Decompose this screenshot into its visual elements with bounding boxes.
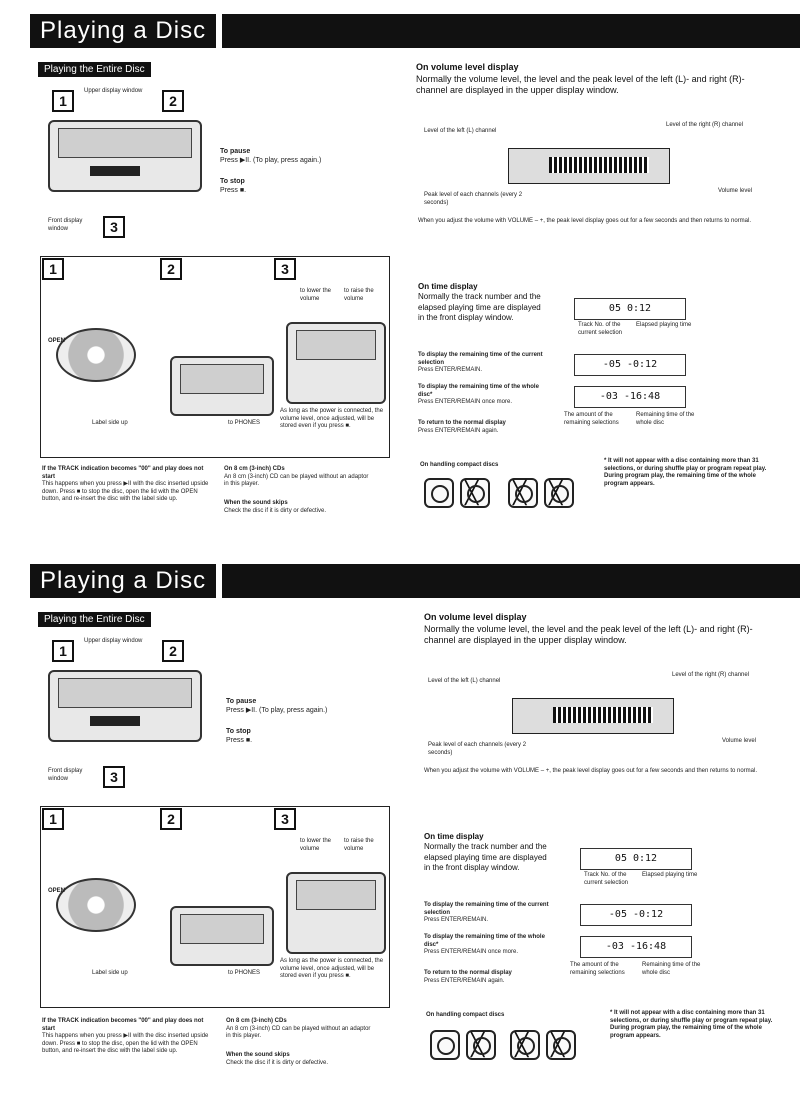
footnote: * It will not appear with a disc containing more than 31 selections, or during shuffle play or program repeat play. During program play, the remaining time of the whole program appears. xyxy=(610,1010,773,1039)
lower-volume-label: to lower the volume xyxy=(300,838,332,852)
step-box-1-badge: 1 xyxy=(42,808,64,830)
volume-meter-illustration xyxy=(508,148,670,184)
track-no-label: Track No. of the current selection xyxy=(584,872,629,886)
page-title: Playing a Disc xyxy=(30,14,222,48)
time-display-heading: On time display xyxy=(424,832,484,841)
volume-level-heading: On volume level display xyxy=(416,62,519,72)
title-bar xyxy=(30,14,800,48)
stop-block xyxy=(226,728,396,746)
skips-heading: When the sound skips xyxy=(226,1052,290,1058)
pause-heading: To pause xyxy=(220,148,251,155)
lcd-remaining-disc: -03 -16:48 xyxy=(574,386,686,408)
eight-cm-heading: On 8 cm (3-inch) CDs xyxy=(226,1018,287,1024)
volume-meter-illustration xyxy=(512,698,674,734)
front-display-label: Front display window xyxy=(48,768,83,782)
pause-text: Press ▶II. (To play, press again.) xyxy=(226,706,328,714)
lcd-remaining-track: -05 -0:12 xyxy=(580,904,692,926)
track-indication-text: This happens when you press ▶II with the disc inserted upside down. Press ■ to stop the disc, open the lid with the OPEN button, and re-insert the disc with the label side up. xyxy=(42,1033,209,1054)
phones-label: to PHONES xyxy=(228,420,261,426)
cd-player-illustration xyxy=(48,120,202,192)
remaining-whole-label: Remaining time of the whole disc xyxy=(642,962,701,976)
page-half-bottom xyxy=(0,560,800,1120)
remaining-disc-press: Press ENTER/REMAIN once more. xyxy=(424,949,519,955)
page-title: Playing a Disc xyxy=(30,564,222,598)
stop-text: Press ■. xyxy=(220,186,247,194)
skips-heading: When the sound skips xyxy=(224,500,288,506)
left-channel-label: Level of the left (L) channel xyxy=(428,678,501,684)
volume-control-illustration xyxy=(286,322,386,404)
skips-block xyxy=(224,500,374,515)
no-touch-icon xyxy=(466,1030,496,1060)
track-indication-block xyxy=(42,1018,212,1056)
player-closed-illustration xyxy=(170,906,274,966)
pause-text: Press ▶II. (To play, press again.) xyxy=(220,156,322,164)
step-3-badge: 3 xyxy=(103,216,125,238)
eight-cm-block xyxy=(224,466,374,489)
step-1-badge: 1 xyxy=(52,90,74,112)
right-channel-label: Level of the right (R) channel xyxy=(666,122,744,128)
no-label-icon xyxy=(510,1030,540,1060)
lcd-normal: 05 0:12 xyxy=(580,848,692,870)
player-closed-illustration xyxy=(170,356,274,416)
remaining-disc-block xyxy=(424,934,554,957)
step-2-badge: 2 xyxy=(162,640,184,662)
skips-text: Check the disc if it is dirty or defective. xyxy=(224,507,327,514)
lcd-remaining-disc: -03 -16:48 xyxy=(580,936,692,958)
right-channel-label: Level of the right (R) channel xyxy=(672,672,750,678)
title-bar xyxy=(30,564,800,598)
volume-level-text: Normally the volume level, the level and the peak level of the left (L)- and right (R)-channel are displayed in the upper display window. xyxy=(416,73,745,96)
volume-level-text: Normally the volume level, the level and the peak level of the left (L)- and right (R)-channel are displayed in the upper display window. xyxy=(424,623,753,646)
step-3-badge: 3 xyxy=(103,766,125,788)
handling-heading: On handling compact discs xyxy=(420,462,499,468)
disc-illustration xyxy=(56,878,136,932)
remaining-disc-heading: To display the remaining time of the whole disc* xyxy=(424,934,545,948)
raise-volume-label: to raise the volume xyxy=(344,288,374,302)
upper-display-label: Upper display window xyxy=(84,638,143,644)
remaining-track-block xyxy=(418,352,548,375)
volume-level-block xyxy=(424,612,784,647)
step-box-1-badge: 1 xyxy=(42,258,64,280)
no-heat-icon xyxy=(544,478,574,508)
volume-adjust-note: When you adjust the volume with VOLUME – +, the peak level display goes out for a few seconds and then returns to normal. xyxy=(424,768,758,774)
raise-volume-label: to raise the volume xyxy=(344,838,374,852)
volume-level-heading: On volume level display xyxy=(424,612,527,622)
footnote: * It will not appear with a disc containing more than 31 selections, or during shuffle play or program repeat play. During program play, the remaining time of the whole program appears. xyxy=(604,458,767,487)
remaining-disc-block xyxy=(418,384,548,407)
volume-adjust-note: When you adjust the volume with VOLUME – +, the peak level display goes out for a few seconds and then returns to normal. xyxy=(418,218,752,224)
eight-cm-heading: On 8 cm (3-inch) CDs xyxy=(224,466,285,472)
normal-display-block xyxy=(424,970,554,985)
amount-label: The amount of the remaining selections xyxy=(564,412,619,426)
peak-level-label: Peak level of each channels (every 2 seconds) xyxy=(424,192,523,206)
eight-cm-block xyxy=(226,1018,376,1041)
volume-note: As long as the power is connected, the volume level, once adjusted, will be stored even if you press ■. xyxy=(280,958,384,979)
remaining-disc-heading: To display the remaining time of the whole disc* xyxy=(418,384,539,398)
stop-block xyxy=(220,178,390,196)
open-label: OPEN xyxy=(48,888,66,894)
remaining-track-press: Press ENTER/REMAIN. xyxy=(424,917,489,923)
elapsed-label: Elapsed playing time xyxy=(636,322,692,328)
lcd-normal: 05 0:12 xyxy=(574,298,686,320)
skips-text: Check the disc if it is dirty or defective. xyxy=(226,1059,329,1066)
normal-display-heading: To return to the normal display xyxy=(424,970,512,976)
eight-cm-text: An 8 cm (3-inch) CD can be played without an adaptor in this player. xyxy=(224,473,369,487)
step-box-3-badge: 3 xyxy=(274,808,296,830)
skips-block xyxy=(226,1052,376,1067)
remaining-disc-press: Press ENTER/REMAIN once more. xyxy=(418,399,513,405)
time-display-text: Normally the track number and the elapsed playing time are displayed in the front display window. xyxy=(424,842,547,873)
lower-volume-label: to lower the volume xyxy=(300,288,332,302)
normal-display-heading: To return to the normal display xyxy=(418,420,506,426)
open-label: OPEN xyxy=(48,338,66,344)
remaining-track-block xyxy=(424,902,554,925)
phones-label: to PHONES xyxy=(228,970,261,976)
section-heading: Playing the Entire Disc xyxy=(38,612,151,627)
pause-block xyxy=(226,698,396,716)
track-indication-heading: If the TRACK indication becomes "00" and play does not start xyxy=(42,1018,204,1032)
stop-heading: To stop xyxy=(226,728,251,735)
lcd-remaining-track: -05 -0:12 xyxy=(574,354,686,376)
remaining-whole-label: Remaining time of the whole disc xyxy=(636,412,695,426)
eight-cm-text: An 8 cm (3-inch) CD can be played without an adaptor in this player. xyxy=(226,1025,371,1039)
peak-level-label: Peak level of each channels (every 2 seconds) xyxy=(428,742,527,756)
front-display-label: Front display window xyxy=(48,218,83,232)
track-no-label: Track No. of the current selection xyxy=(578,322,623,336)
volume-level-label: Volume level xyxy=(722,738,757,744)
hold-disc-icon xyxy=(430,1030,460,1060)
normal-display-press: Press ENTER/REMAIN again. xyxy=(418,427,499,434)
pause-block xyxy=(220,148,390,166)
disc-illustration xyxy=(56,328,136,382)
track-indication-block xyxy=(42,466,212,504)
volume-level-label: Volume level xyxy=(718,188,753,194)
no-touch-icon xyxy=(460,478,490,508)
step-box-2-badge: 2 xyxy=(160,258,182,280)
label-side-up: Label side up xyxy=(92,420,128,426)
amount-label: The amount of the remaining selections xyxy=(570,962,625,976)
step-2-badge: 2 xyxy=(162,90,184,112)
normal-display-press: Press ENTER/REMAIN again. xyxy=(424,977,505,984)
time-display-block xyxy=(418,282,548,324)
handling-heading: On handling compact discs xyxy=(426,1012,505,1018)
track-indication-text: This happens when you press ▶II with the disc inserted upside down. Press ■ to stop the disc, open the lid with the OPEN button, and re-insert the disc with the label side up. xyxy=(42,481,209,502)
step-box-2-badge: 2 xyxy=(160,808,182,830)
pause-heading: To pause xyxy=(226,698,257,705)
remaining-track-heading: To display the remaining time of the current selection xyxy=(418,352,543,366)
left-channel-label: Level of the left (L) channel xyxy=(424,128,497,134)
no-label-icon xyxy=(508,478,538,508)
remaining-track-heading: To display the remaining time of the current selection xyxy=(424,902,549,916)
volume-level-block xyxy=(416,62,776,97)
step-box-3-badge: 3 xyxy=(274,258,296,280)
volume-control-illustration xyxy=(286,872,386,954)
track-indication-heading: If the TRACK indication becomes "00" and play does not start xyxy=(42,466,204,480)
remaining-track-press: Press ENTER/REMAIN. xyxy=(418,367,483,373)
no-heat-icon xyxy=(546,1030,576,1060)
stop-text: Press ■. xyxy=(226,736,253,744)
hold-disc-icon xyxy=(424,478,454,508)
time-display-heading: On time display xyxy=(418,282,478,291)
time-display-text: Normally the track number and the elapsed playing time are displayed in the front display window. xyxy=(418,292,541,323)
cd-player-illustration xyxy=(48,670,202,742)
volume-note: As long as the power is connected, the volume level, once adjusted, will be stored even if you press ■. xyxy=(280,408,384,429)
label-side-up: Label side up xyxy=(92,970,128,976)
time-display-block xyxy=(424,832,554,874)
stop-heading: To stop xyxy=(220,178,245,185)
normal-display-block xyxy=(418,420,548,435)
upper-display-label: Upper display window xyxy=(84,88,143,94)
elapsed-label: Elapsed playing time xyxy=(642,872,698,878)
step-1-badge: 1 xyxy=(52,640,74,662)
section-heading: Playing the Entire Disc xyxy=(38,62,151,77)
